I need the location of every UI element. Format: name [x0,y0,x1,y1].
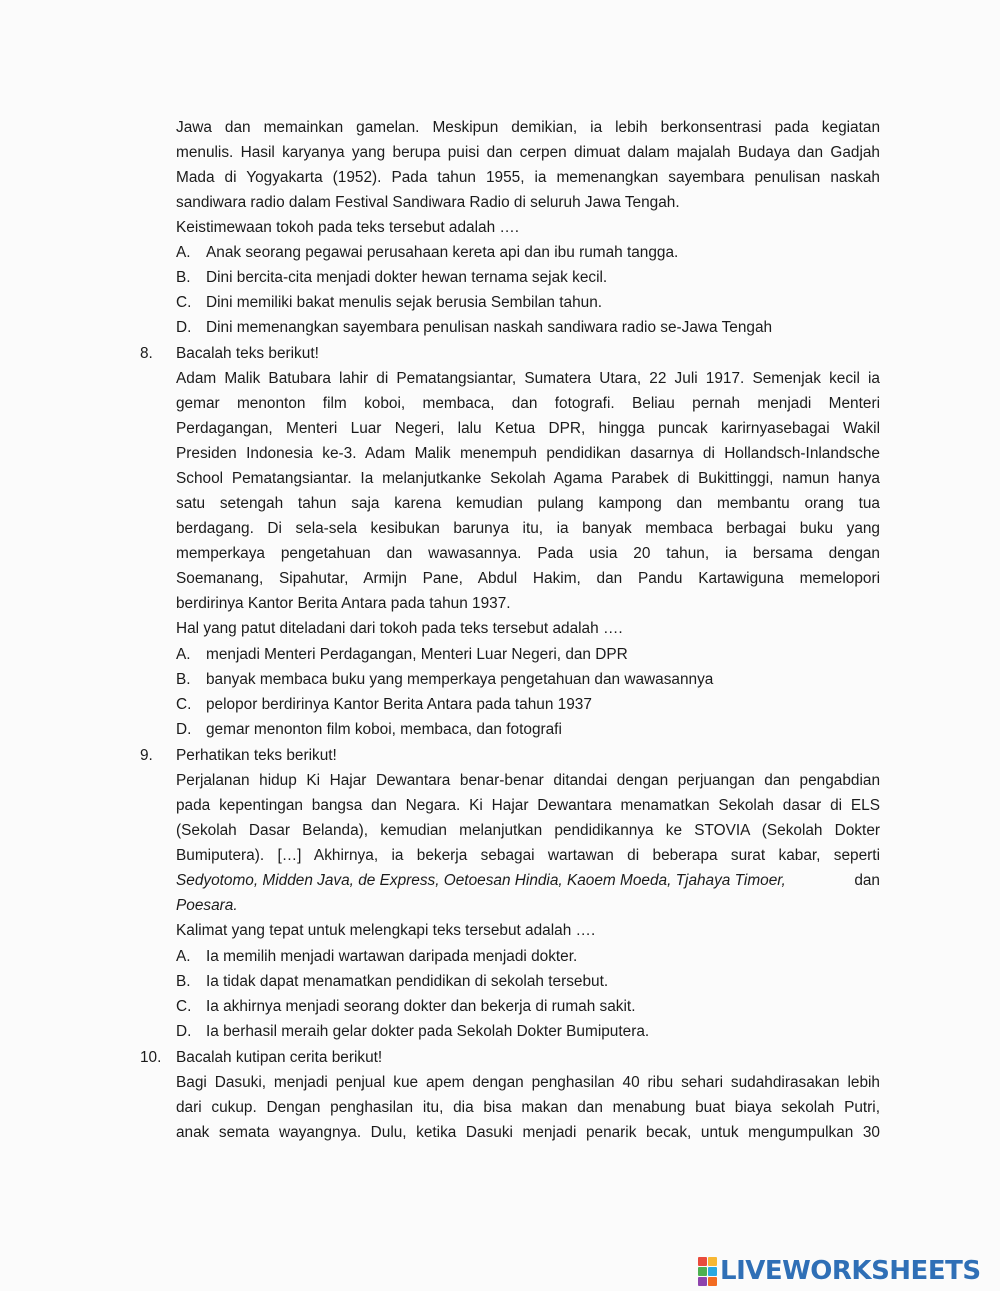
passage-line: berdagang. Di sela-sela kesibukan barunya itu, ia banyak membaca berbagai buku yang [176,520,880,537]
question-number: 8. [140,345,153,362]
brand-block [698,1257,707,1266]
option-text: Dini memenangkan sayembara penulisan naskah sandiwara radio se-Jawa Tengah [206,319,773,336]
option-letter: B. [176,973,191,990]
option-text: Dini memiliki bakat menulis sejak berusia Sembilan tahun. [206,294,603,311]
newspaper-list: Sedyotomo, Midden Java, de Express, Oetoesan Hindia, Kaoem Moeda, Tjahaya Timoer, [176,872,786,889]
question-instruction: Bacalah teks berikut! [176,345,319,362]
newspaper-list-end: Poesara. [176,897,238,914]
passage-line: anak semata wayangnya. Dulu, ketika Dasuki menjadi penarik becak, untuk mengumpulkan 30 [176,1124,880,1141]
option-letter: D. [176,1023,192,1040]
passage-line: satu setengah tahun saja karena kemudian pulang kampong dan membantu orang tua [176,495,880,512]
passage-line: gemar menonton film koboi, membaca, dan fotografi. Beliau pernah menjadi Menteri [176,395,880,412]
passage-line: (Sekolah Dasar Belanda), kemudian melanjutkan pendidikannya ke STOVIA (Sekolah Dokter [176,822,880,839]
question-number: 10. [140,1049,162,1066]
option-text: Ia memilih menjadi wartawan daripada menjadi dokter. [206,948,578,965]
intro-line: sandiwara radio dalam Festival Sandiwara Radio di seluruh Jawa Tengah. [176,194,680,211]
brand-block [708,1277,717,1286]
option-letter: C. [176,294,192,311]
passage-line: Presiden Indonesia ke-3. Adam Malik menempuh pendidikan dasarnya di Hollandsch-Inlandsche [176,445,880,462]
option-text: gemar menonton film koboi, membaca, dan fotografi [206,721,562,738]
brand-blocks-icon [698,1257,717,1286]
passage-line: Soemanang, Sipahutar, Armijn Pane, Abdul Hakim, dan Pandu Kartawiguna memelopori [176,570,880,587]
passage-line: pada kepentingan bangsa dan Negara. Ki Hajar Dewantara menamatkan Sekolah dasar di ELS [176,797,880,814]
passage-line: berdirinya Kantor Berita Antara pada tahun 1937. [176,595,511,612]
intro-line: Jawa dan memainkan gamelan. Meskipun demikian, ia lebih berkonsentrasi pada kegiatan [176,119,880,136]
question-prompt: Hal yang patut diteladani dari tokoh pada teks tersebut adalah …. [176,620,623,637]
intro-line: Mada di Yogyakarta (1952). Pada tahun 1955, ia memenangkan sayembara penulisan naskah [176,169,880,186]
option-text: menjadi Menteri Perdagangan, Menteri Luar Negeri, dan DPR [206,646,628,663]
question-number: 9. [140,747,153,764]
option-text: Ia akhirnya menjadi seorang dokter dan bekerja di rumah sakit. [206,998,636,1015]
brand-block [698,1277,707,1286]
option-text: Ia tidak dapat menamatkan pendidikan di sekolah tersebut. [206,973,609,990]
option-letter: B. [176,671,191,688]
option-letter: A. [176,948,191,965]
passage-line: Bumiputera). […] Akhirnya, ia bekerja sebagai wartawan di beberapa surat kabar, seperti [176,847,880,864]
passage-line [176,871,880,891]
brand-block [708,1267,717,1276]
option-letter: D. [176,319,192,336]
brand-block [708,1257,717,1266]
intro-line: menulis. Hasil karyanya yang berupa puisi dan cerpen dimuat dalam majalah Budaya dan Gadjah [176,144,880,161]
passage-line: dari cukup. Dengan penghasilan itu, dia bisa makan dan menabung buat biaya sekolah Putri, [176,1099,880,1116]
option-text: Anak seorang pegawai perusahaan kereta api dan ibu rumah tangga. [206,244,679,261]
brand-block [698,1267,707,1276]
option-letter: A. [176,646,191,663]
question-instruction: Bacalah kutipan cerita berikut! [176,1049,383,1066]
option-letter: C. [176,998,192,1015]
option-letter: B. [176,269,191,286]
question-prompt: Kalimat yang tepat untuk melengkapi teks tersebut adalah …. [176,922,596,939]
passage-line: Adam Malik Batubara lahir di Pematangsiantar, Sumatera Utara, 22 Juli 1917. Semenjak kecil ia [176,370,880,387]
passage-line: Perjalanan hidup Ki Hajar Dewantara benar-benar ditandai dengan perjuangan dan pengabdian [176,772,880,789]
option-text: banyak membaca buku yang memperkaya pengetahuan dan wawasannya [206,671,714,688]
question-prompt: Keistimewaan tokoh pada teks tersebut adalah …. [176,219,520,236]
passage-line: memperkaya pengetahuan dan wawasannya. Pada usia 20 tahun, ia bersama dengan [176,545,880,562]
option-text: pelopor berdirinya Kantor Berita Antara pada tahun 1937 [206,696,592,713]
liveworksheets-logo[interactable] [698,1257,981,1285]
option-text: Ia berhasil meraih gelar dokter pada Sekolah Dokter Bumiputera. [206,1023,650,1040]
option-text: Dini bercita-cita menjadi dokter hewan ternama sejak kecil. [206,269,608,286]
passage-line: Perdagangan, Menteri Luar Negeri, lalu Ketua DPR, hingga puncak karirnyasebagai Wakil [176,420,880,437]
passage-word: dan [854,872,880,889]
brand-name: LIVEWORKSHEETS [720,1256,981,1286]
option-letter: A. [176,244,191,261]
passage-line: School Pematangsiantar. Ia melanjutkanke Sekolah Agama Parabek di Bukittinggi, namun hanya [176,470,880,487]
option-letter: D. [176,721,192,738]
passage-line: Bagi Dasuki, menjadi penjual kue apem dengan penghasilan 40 ribu sehari sudahdirasakan lebih [176,1074,880,1091]
option-letter: C. [176,696,192,713]
question-instruction: Perhatikan teks berikut! [176,747,337,764]
